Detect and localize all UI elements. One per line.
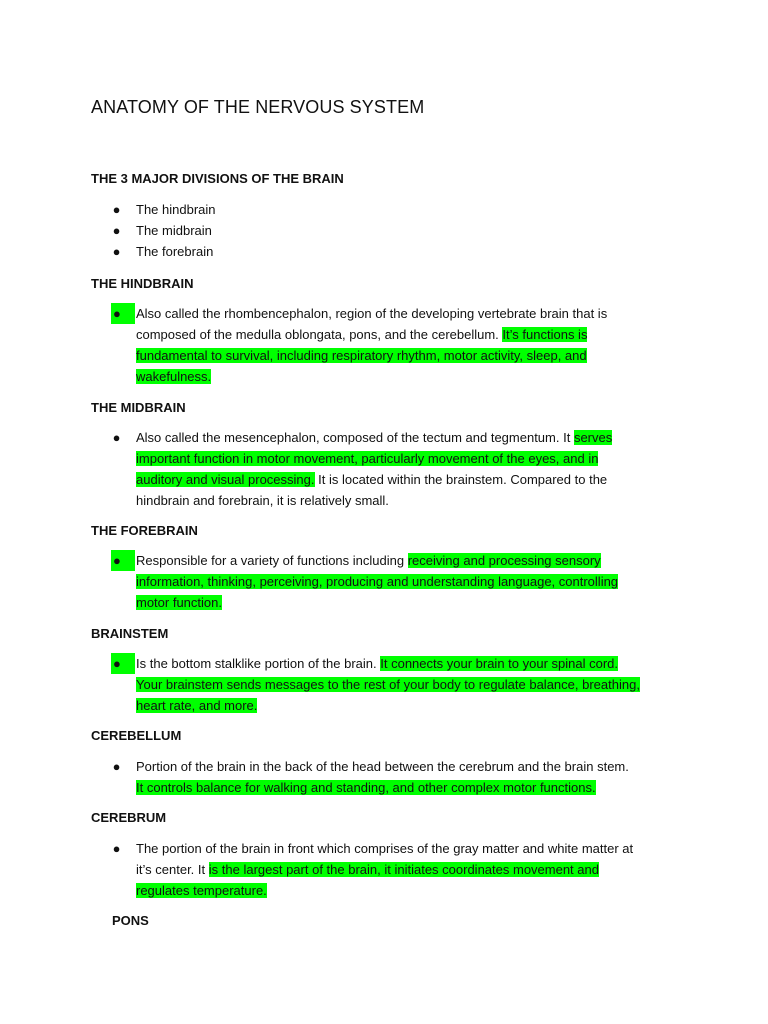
bullet-icon: ● [111,653,135,674]
list-item-midbrain: The midbrain [136,223,212,238]
highlighted-text: motor function. [136,595,222,610]
highlighted-text: Your brainstem sends messages to the rest of your body to regulate balance, breathing, [136,677,640,692]
brainstem-line-1 [136,653,618,674]
highlighted-text: important function in motor movement, particularly movement of the eyes, and in [136,451,599,466]
page-title: ANATOMY OF THE NERVOUS SYSTEM [91,97,425,117]
midbrain-line-2 [136,448,598,469]
cerebrum-text: it’s center. It [136,862,206,877]
section-heading-hindbrain: THE HINDBRAIN [91,276,194,291]
bullet-icon: ● [111,550,135,571]
section-heading-forebrain: THE FOREBRAIN [91,523,198,538]
hindbrain-line-3 [136,345,587,366]
cerebellum-line-2 [136,777,596,798]
highlighted-text: It connects your brain to your spinal cord. [380,656,618,671]
brainstem-line-2 [136,674,640,695]
highlighted-text: regulates temperature. [136,883,267,898]
hindbrain-line-4 [136,366,211,387]
highlighted-text: It’s functions is [502,327,588,342]
midbrain-line-1 [136,427,612,448]
section-heading-brainstem: BRAINSTEM [91,626,169,641]
cerebrum-line-2 [136,859,599,880]
section-heading-divisions: THE 3 MAJOR DIVISIONS OF THE BRAIN [91,171,344,186]
bullet-icon: ● [111,303,135,324]
midbrain-text: Also called the mesencephalon, composed of the tectum and tegmentum. It [136,430,571,445]
section-heading-cerebellum: CEREBELLUM [91,728,182,743]
highlighted-text: auditory and visual processing. [136,472,315,487]
brainstem-text: Is the bottom stalklike portion of the brain. [136,656,377,671]
hindbrain-line-1: Also called the rhombencephalon, region of the developing vertebrate brain that is [136,306,608,321]
cerebellum-line-1: Portion of the brain in the back of the head between the cerebrum and the brain stem. [136,759,629,774]
highlighted-text: receiving and processing sensory [407,553,601,568]
bullet-icon: ● [112,841,121,856]
forebrain-line-2 [136,571,618,592]
bullet-icon: ● [112,223,121,238]
section-heading-midbrain: THE MIDBRAIN [91,400,186,415]
list-item-forebrain: The forebrain [136,244,214,259]
brainstem-line-3 [136,695,257,716]
highlighted-text: serves [573,430,613,445]
bullet-icon: ● [112,244,121,259]
cerebrum-line-3 [136,880,267,901]
hindbrain-text: composed of the medulla oblongata, pons, and the cerebellum. [136,327,499,342]
highlighted-text: information, thinking, perceiving, producing and understanding language, controlling [136,574,619,589]
cerebrum-line-1: The portion of the brain in front which comprises of the gray matter and white matter at [136,841,634,856]
highlighted-text: wakefulness. [136,369,212,384]
section-heading-cerebrum: CEREBRUM [91,810,167,825]
midbrain-line-3 [136,469,607,490]
list-item-hindbrain: The hindbrain [136,202,216,217]
forebrain-line-3 [136,592,222,613]
forebrain-text: Responsible for a variety of functions including [136,553,405,568]
bullet-icon: ● [112,202,121,217]
forebrain-line-1 [136,550,601,571]
midbrain-text: It is located within the brainstem. Compared to the [318,472,608,487]
highlighted-text: heart rate, and more. [136,698,258,713]
section-heading-pons: PONS [112,913,149,928]
bullet-icon: ● [112,759,121,774]
highlighted-text: It controls balance for walking and standing, and other complex motor functions. [136,780,596,795]
midbrain-line-4: hindbrain and forebrain, it is relatively small. [136,493,389,508]
hindbrain-line-2 [136,324,587,345]
highlighted-text: is the largest part of the brain, it initiates coordinates movement and [208,862,599,877]
highlighted-text: fundamental to survival, including respiratory rhythm, motor activity, sleep, and [136,348,587,363]
bullet-icon: ● [112,430,121,445]
